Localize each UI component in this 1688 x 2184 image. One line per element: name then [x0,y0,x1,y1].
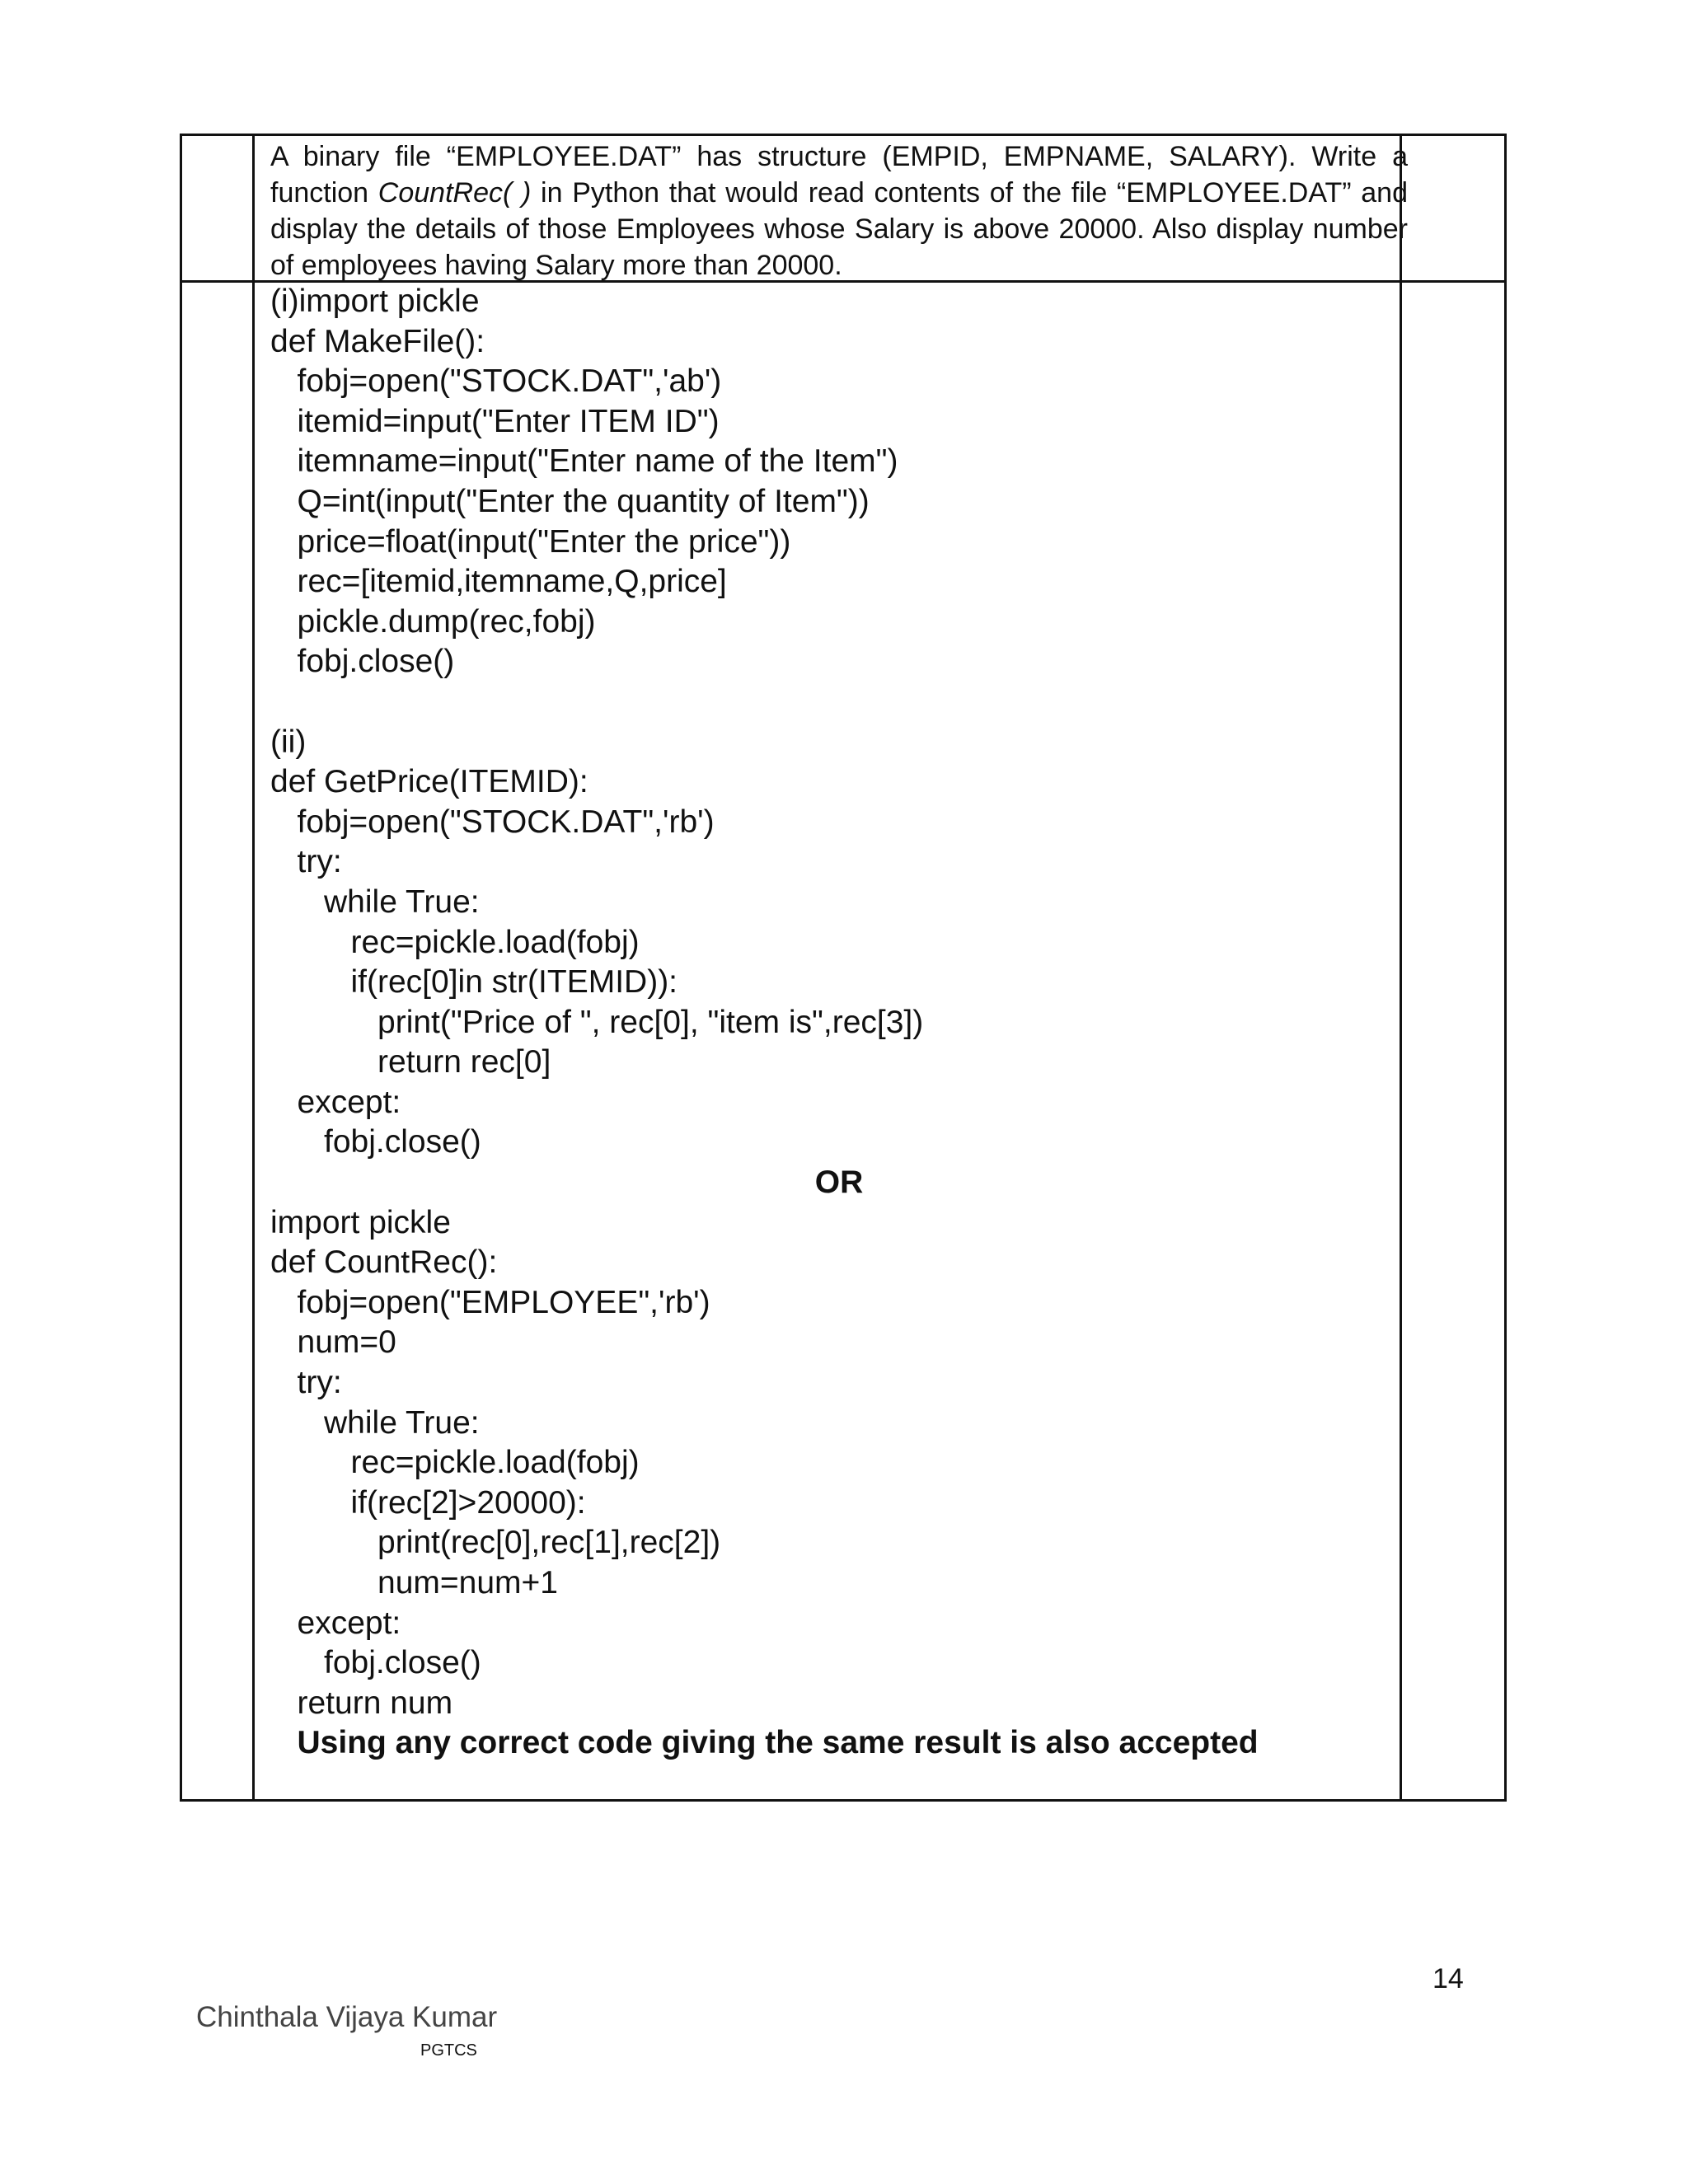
code-line: fobj.close() [270,1124,481,1160]
question-segment: A binary file “EMPLOYEE.DAT” has structure (EMPID, EMPNAME, SALARY). Write a function [270,141,1408,209]
author-name: Chinthala Vijaya Kumar [196,2001,498,2033]
function-name: CountRec( ) [377,177,532,209]
code-line: fobj=open("EMPLOYEE",'rb') [270,1284,710,1320]
code-line: price=float(input("Enter the price")) [270,523,791,560]
code-line: except: [270,1084,401,1120]
code-line: return rec[0] [270,1044,551,1080]
code-line: fobj.close() [270,644,455,680]
code-line: fobj=open("STOCK.DAT",'rb') [270,804,715,840]
code-line: def GetPrice(ITEMID): [270,764,588,800]
code-line: num=0 [270,1324,396,1361]
column-divider-left [252,134,255,1802]
code-line: while True: [270,1404,480,1441]
question-segment: in Python that would read contents of the file “EMPLOYEE.DAT” and display the details of those Employees whose Salary is above 20000. Also display number of employees having Salary more than 20000. [270,177,1409,281]
code-line: print("Price of ", rec[0], "item is",rec[3]) [270,1004,924,1040]
code-line: itemname=input("Enter name of the Item") [270,443,898,480]
code-line: if(rec[0]in str(ITEMID)): [270,964,678,1001]
code-line: def MakeFile(): [270,323,485,359]
answer-code [270,282,1408,1764]
code-line: def CountRec(): [270,1244,498,1281]
acceptance-note: Using any correct code giving the same result is also accepted [270,1725,1259,1761]
code-line: except: [270,1605,401,1641]
answer-table [180,134,1507,1802]
author-role: PGTCS [420,2041,477,2060]
code-line: if(rec[2]>20000): [270,1484,586,1521]
code-line: fobj.close() [270,1645,481,1681]
code-line: (ii) [270,724,307,760]
code-line: try: [270,844,342,880]
code-line: rec=pickle.load(fobj) [270,1445,640,1481]
code-line: while True: [270,883,480,920]
page-number: 14 [1432,1963,1464,1994]
code-line: num=num+1 [270,1565,559,1601]
code-line: (i)import pickle [270,284,480,319]
code-line: Q=int(input("Enter the quantity of Item")) [270,483,870,519]
code-line: return num [270,1685,453,1721]
question-text [270,138,1408,284]
code-line: itemid=input("Enter ITEM ID") [270,403,720,439]
code-line [270,682,1408,723]
code-line: try: [270,1365,342,1401]
code-line: rec=[itemid,itemname,Q,price] [270,564,727,600]
code-line: fobj=open("STOCK.DAT",'ab') [270,363,722,400]
code-line: pickle.dump(rec,fobj) [270,603,596,640]
code-line: print(rec[0],rec[1],rec[2]) [270,1525,721,1561]
code-line: rec=pickle.load(fobj) [270,924,640,960]
code-line: import pickle [270,1204,451,1240]
or-separator: OR [814,1165,864,1201]
